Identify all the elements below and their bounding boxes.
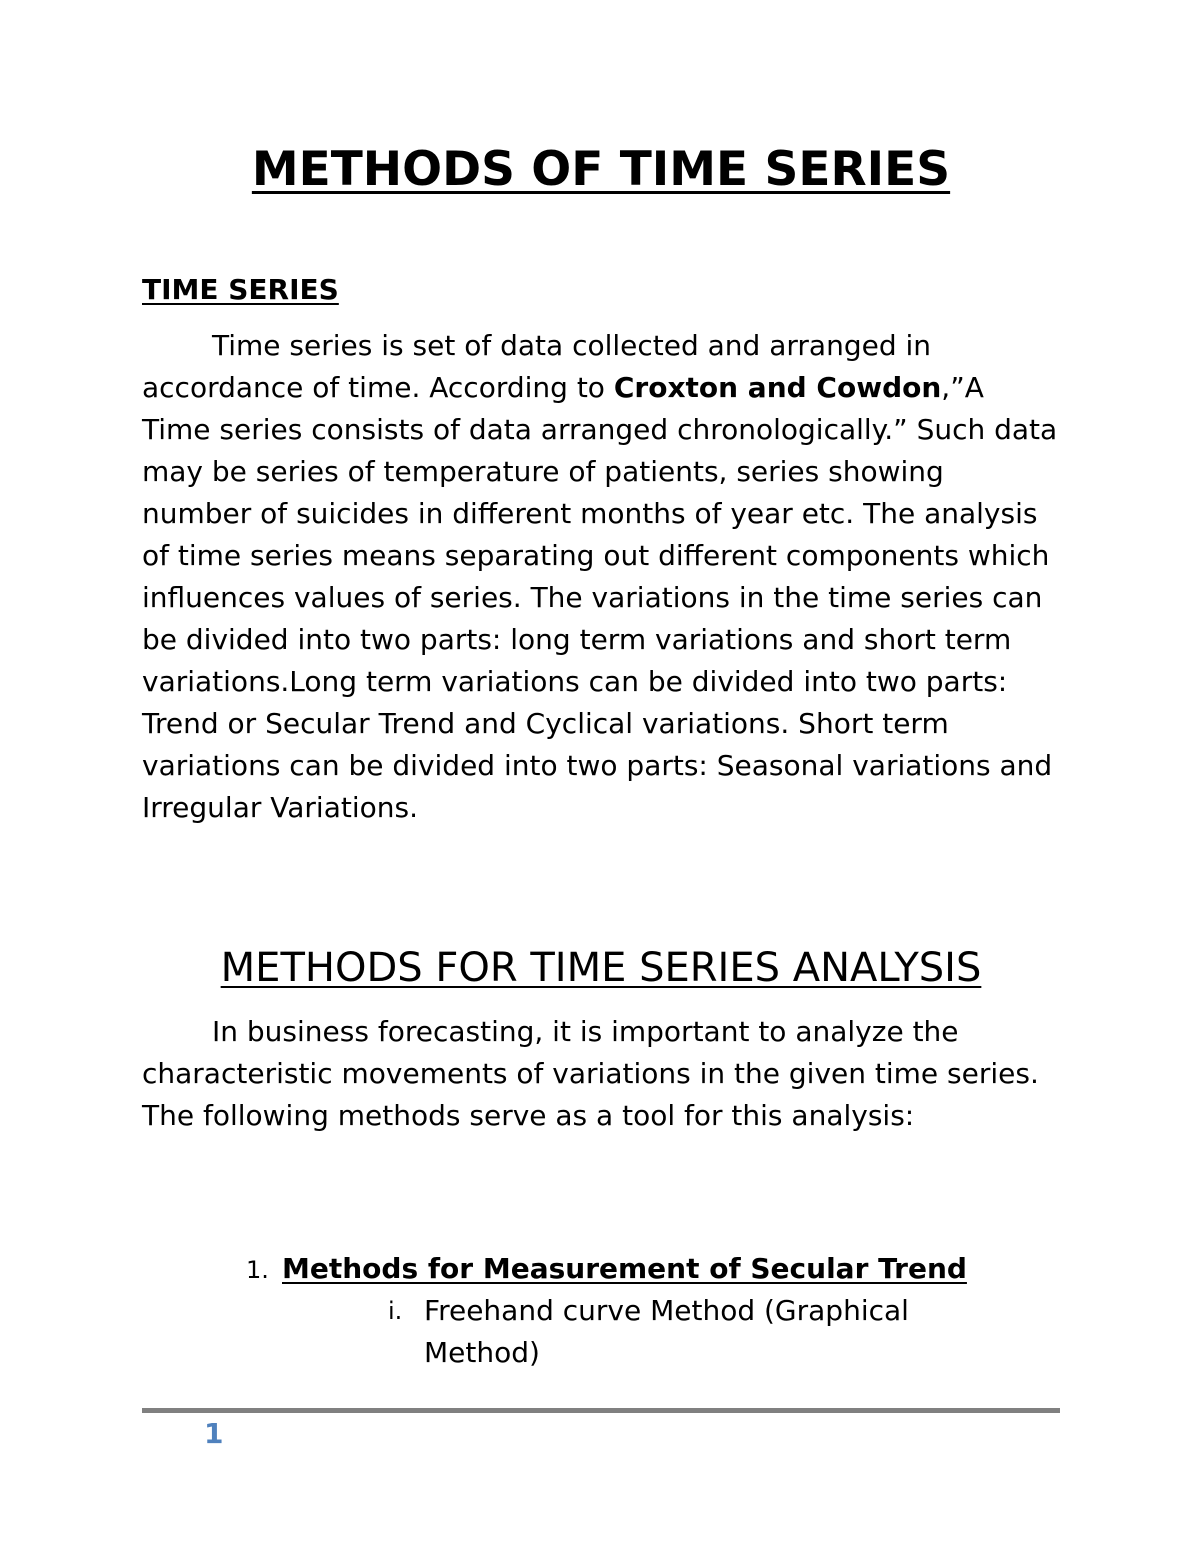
sublist-item-text: Freehand curve Method (Graphical Method) <box>424 1294 909 1369</box>
document-title <box>142 140 1060 200</box>
section-heading-time-series: TIME SERIES <box>142 273 339 306</box>
paragraph-methods-intro: In business forecasting, it is important to analyze the characteristic movements of variations in the given time series. The following methods serve as a tool for this analysis: <box>142 1015 1039 1132</box>
page-number: 1 <box>204 1417 224 1450</box>
list-marker: 1. <box>246 1256 269 1284</box>
list-item-text: Methods for Measurement of Secular Trend <box>282 1252 967 1285</box>
sublist-item-freehand-curve <box>388 1290 968 1374</box>
methods-heading-text: METHODS FOR TIME SERIES ANALYSIS <box>220 945 982 991</box>
list-item-secular-trend <box>246 1248 1060 1291</box>
sublist-marker: i. <box>388 1297 403 1325</box>
paragraph1-part2: ,”A Time series consists of data arranged chronologically.” Such data may be series of temperature of patients, series showing number of suicides in different months of year etc. The analysis of time series means separating out different components which influences values of series. The variations in the time series can be divided into two parts: long term variations and short term variations.Long term variations can be divided into two parts: Trend or Secular Trend and Cyclical variations. Short term variations can be divided into two parts: Seasonal variations and Irregular Variations. <box>142 371 1058 824</box>
methods-heading <box>142 940 1060 996</box>
paragraph1-part1: Time series is set of data collected and arranged in accordance of time. According to <box>142 329 932 404</box>
paragraph-time-series-definition <box>142 325 1060 829</box>
document-title-text: METHODS OF TIME SERIES <box>251 142 951 197</box>
footer-divider <box>142 1408 1060 1413</box>
document-page <box>142 0 1060 1553</box>
paragraph1-bold-authors: Croxton and Cowdon <box>613 371 942 404</box>
